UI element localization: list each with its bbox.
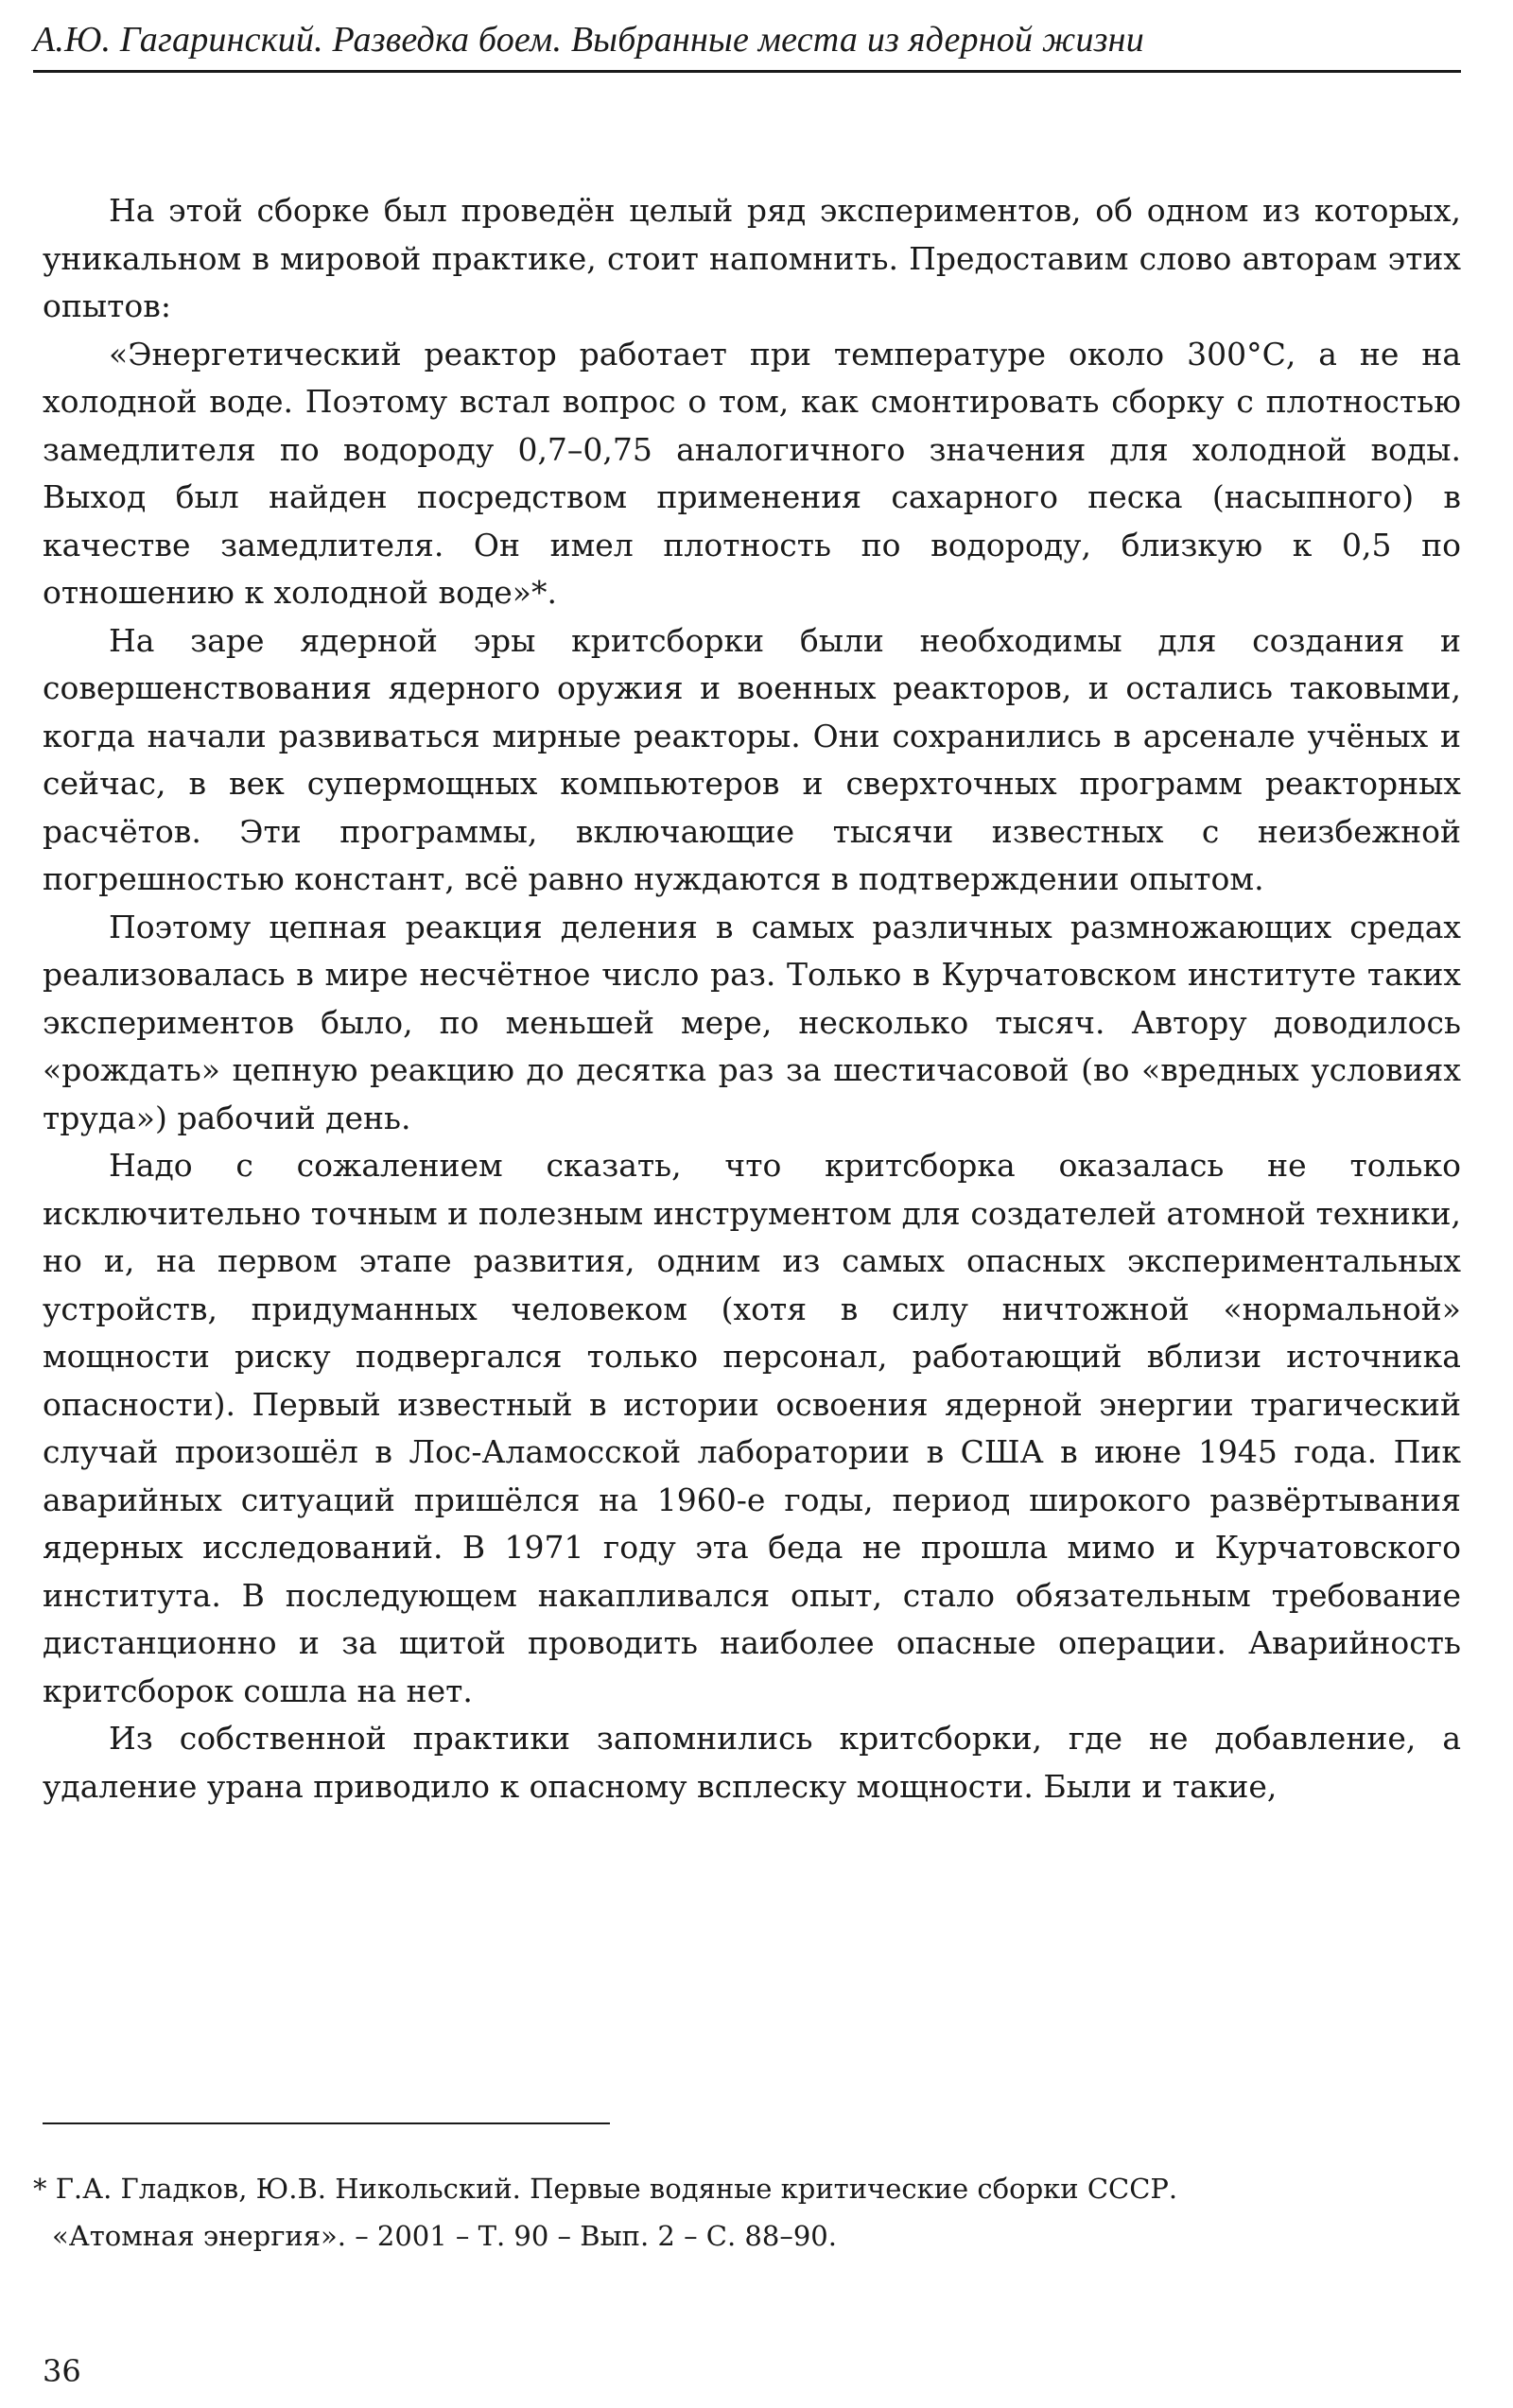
paragraph: Поэтому цепная реакция деления в самых различных размножающих средах реализовалась в мире несчётное число раз. Только в Курчатовском институте таких экспериментов было, по меньшей мере, несколько тысяч. Автору доводилось «рождать» цепную реакцию до десятка раз за шестичасовой (во «вредных условиях труда») рабочий день. bbox=[43, 908, 1461, 1136]
paragraph: Из собственной практики запомнились критсборки, где не добавление, а удаление урана приводило к опасному всплеску мощности. Были и такие, bbox=[43, 1720, 1461, 1805]
paragraph: Надо с сожалением сказать, что критсборка оказалась не только исключительно точным и полезным инструментом для создателей атомной техники, но и, на первом этапе развития, одним из самых опасных экспериментальных устройств, придуманных человеком (хотя в силу ничтожной «нормальной» мощности риску подвергался только персонал, работающий вблизи источника опасности). Первый известный в истории освоения ядерной энергии трагический случай произошёл в Лос-Аламосской лаборатории в США в июне 1945 года. Пик аварийных ситуаций пришёлся на 1960-е годы, период широкого развёртывания ядерных исследований. В 1971 году эта беда не прошла мимо и Курчатовского института. В последующем накапливался опыт, стало обязательным требование дистанционно и за щитой проводить наиболее опасные операции. Аварийность критсборок сошла на нет. bbox=[43, 1147, 1461, 1709]
header-divider bbox=[33, 70, 1461, 73]
main-text bbox=[43, 187, 1461, 1810]
footnote-line: «Атомная энергия». – 2001 – Т. 90 – Вып. 2 – С. 88–90. bbox=[52, 2220, 837, 2252]
footnote-divider bbox=[43, 2122, 610, 2124]
running-header: А.Ю. Гагаринский. Разведка боем. Выбранные места из ядерной жизни bbox=[33, 20, 1144, 60]
paragraph: На заре ядерной эры критсборки были необходимы для создания и совершенствования ядерного оружия и военных реакторов, и остались таковыми, когда начали развиваться мирные реакторы. Они сохранились в арсенале учёных и сейчас, в век супермощных компьютеров и сверхточных программ реакторных расчётов. Эти программы, включающие тысячи известных с неизбежной погрешностью констант, всё равно нуждаются в подтверждении опытом. bbox=[43, 621, 1461, 897]
paragraph: На этой сборке был проведён целый ряд экспериментов, об одном из которых, уникальном в мировой практике, стоит напомнить. Предоставим слово авторам этих опытов: bbox=[43, 192, 1461, 324]
paragraph: «Энергетический реактор работает при температуре около 300°С, а не на холодной воде. Поэтому встал вопрос о том, как смонтировать сборку с плотностью замедлителя по водороду 0,7–0,75 аналогичного значения для холодной воды. Выход был найден посредством применения сахарного песка (насыпного) в качестве замедлителя. Он имел плотность по водороду, близкую к 0,5 по отношению к холодной воде»*. bbox=[43, 335, 1461, 611]
page-number: 36 bbox=[43, 2353, 81, 2389]
footnote bbox=[33, 2165, 1461, 2260]
footnote-line: * Г.А. Гладков, Ю.В. Никольский. Первые водяные критические сборки СССР. bbox=[33, 2173, 1178, 2205]
